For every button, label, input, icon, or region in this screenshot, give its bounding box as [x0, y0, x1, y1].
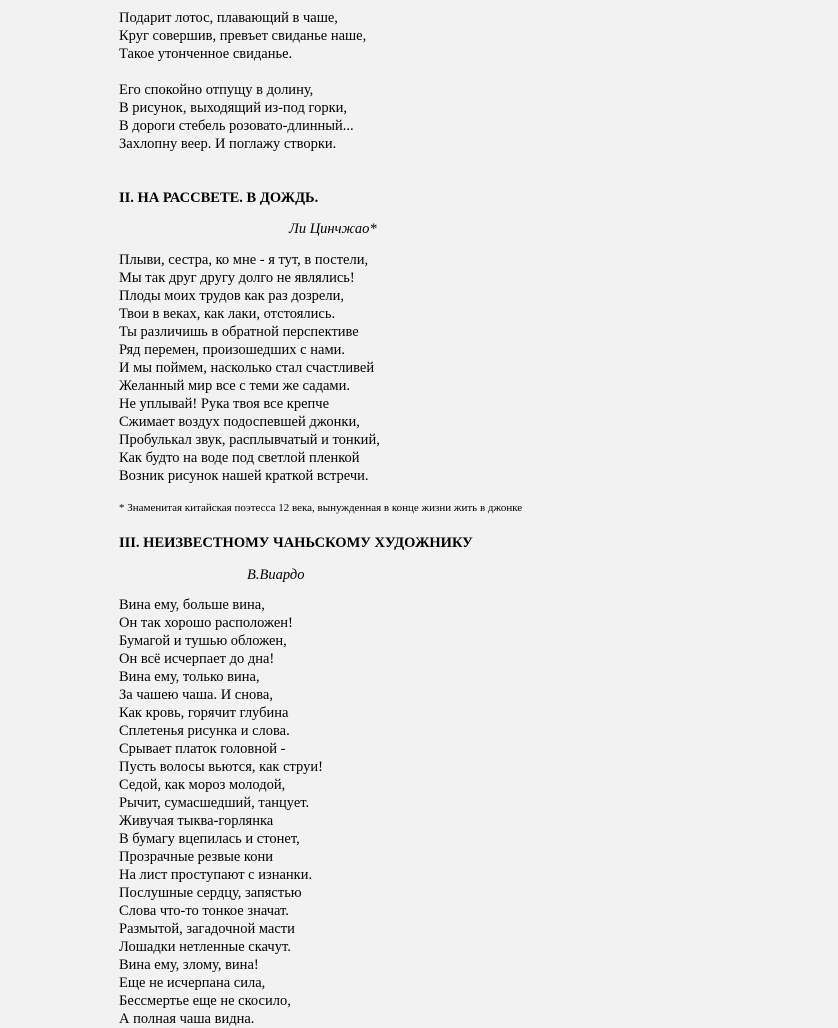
poem-line: Пробулькал звук, расплывчатый и тонкий,	[119, 432, 380, 448]
poem-line: Не уплывай! Рука твоя все крепче	[119, 396, 330, 412]
poem-line: Возник рисунок нашей краткой встречи.	[119, 468, 369, 484]
section-2-author: Ли Цинчжао*	[289, 221, 377, 237]
poem-line: Вина ему, только вина,	[119, 669, 260, 685]
poem-line: Лошадки нетленные скачут.	[119, 939, 291, 955]
poem-line: Он всё исчерпает до дна!	[119, 651, 275, 667]
poem-line: А полная чаша видна.	[119, 1011, 255, 1027]
section-3-title: III. НЕИЗВЕСТНОМУ ЧАНЬСКОМУ ХУДОЖНИКУ	[119, 535, 473, 551]
poem-line: Ты различишь в обратной перспективе	[119, 324, 359, 340]
poem-line: Пусть волосы вьются, как струи!	[119, 759, 323, 775]
poem-line: Такое утонченное свиданье.	[119, 46, 293, 62]
poem-line: Желанный мир все с теми же садами.	[119, 378, 350, 394]
poem-line: Плоды моих трудов как раз дозрели,	[119, 288, 344, 304]
poem-line: Твои в веках, как лаки, отстоялись.	[119, 306, 336, 322]
poem-line: Захлопну веер. И поглажу створки.	[119, 136, 337, 152]
poem-line: Он так хорошо расположен!	[119, 615, 293, 631]
poem-line: Размытой, загадочной масти	[119, 921, 295, 937]
poem-line: В рисунок, выходящий из-под горки,	[119, 100, 348, 116]
poem-line: Бумагой и тушью обложен,	[119, 633, 287, 649]
poem-line: Круг совершив, превъет свиданье наше,	[119, 28, 367, 44]
poem-line: Как будто на воде под светлой пленкой	[119, 450, 360, 466]
poem-line: Сжимает воздух подоспевшей джонки,	[119, 414, 360, 430]
stanza-lotus-1	[119, 9, 366, 63]
section-3-author: В.Виардо	[247, 567, 305, 583]
poem-line: В бумагу вцепилась и стонет,	[119, 831, 300, 847]
poem-line: На лист проступают с изнанки.	[119, 867, 313, 883]
poem-line: Вина ему, злому, вина!	[119, 957, 259, 973]
poem-line: Послушные сердцу, запястью	[119, 885, 302, 901]
poem-line: Ряд перемен, произошедших с нами.	[119, 342, 346, 358]
poem-line: Бессмертье еще не скосило,	[119, 993, 291, 1009]
poem-line: Рычит, сумасшедший, танцует.	[119, 795, 310, 811]
poem-line: Вина ему, больше вина,	[119, 597, 265, 613]
poem-line: Как кровь, горячит глубина	[119, 705, 289, 721]
poem-line: И мы поймем, насколько стал счастливей	[119, 360, 375, 376]
poem-line: Плыви, сестра, ко мне - я тут, в постели,	[119, 252, 369, 268]
poem-line: Срывает платок головной -	[119, 741, 286, 757]
poem-line: Его спокойно отпущу в долину,	[119, 82, 314, 98]
stanza-lotus-2	[119, 81, 354, 153]
poem-line: Прозрачные резвые кони	[119, 849, 273, 865]
poem-line: Еще не исчерпана сила,	[119, 975, 266, 991]
poem-line: Подарит лотос, плавающий в чаше,	[119, 10, 338, 26]
section-2-title: II. НА РАССВЕТЕ. В ДОЖДЬ.	[119, 190, 319, 206]
poem-line: Живучая тыква-горлянка	[119, 813, 274, 829]
poem-line: Сплетенья рисунка и слова.	[119, 723, 290, 739]
poem-line: Мы так друг другу долго не являлись!	[119, 270, 355, 286]
poem-line: Слова что-то тонкое значат.	[119, 903, 289, 919]
poem-line: Седой, как мороз молодой,	[119, 777, 286, 793]
section-3-poem	[119, 596, 323, 1028]
poem-line: В дороги стебель розовато-длинный...	[119, 118, 354, 134]
section-2-poem	[119, 251, 380, 485]
poem-line: За чашею чаша. И снова,	[119, 687, 273, 703]
footnote: * Знаменитая китайская поэтесса 12 века, вынужденная в конце жизни жить в джонке	[119, 502, 523, 514]
